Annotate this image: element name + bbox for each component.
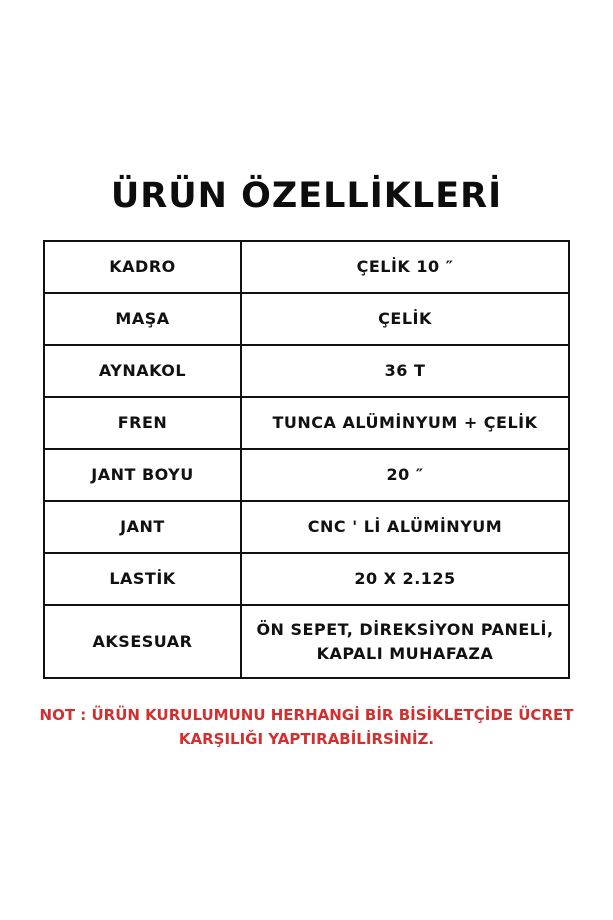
table-row [44,241,569,293]
spec-value: ÇELİK 10 ″ [241,241,569,293]
note-line: NOT : ÜRÜN KURULUMUNU HERHANGİ BİR BİSİKLETÇİDE ÜCRET [39,706,574,724]
spec-value: 36 T [241,345,569,397]
spec-table [43,240,570,679]
table-row [44,605,569,678]
table-row [44,501,569,553]
note-line: KARŞILIĞI YAPTIRABİLİRSİNİZ. [178,730,435,748]
spec-label: LASTİK [44,553,241,605]
spec-value: TUNCA ALÜMİNYUM + ÇELİK [241,397,569,449]
spec-label: KADRO [44,241,241,293]
spec-label: AKSESUAR [44,605,241,678]
spec-value: CNC ' Lİ ALÜMİNYUM [241,501,569,553]
table-row [44,397,569,449]
spec-value-line: KAPALI MUHAFAZA [316,643,494,663]
spec-label: MAŞA [44,293,241,345]
spec-value: 20 X 2.125 [241,553,569,605]
table-row [44,553,569,605]
spec-label: AYNAKOL [44,345,241,397]
spec-value-line: ÖN SEPET, DİREKSİYON PANELİ, [256,619,554,639]
spec-value: ÇELİK [241,293,569,345]
spec-value [241,605,569,678]
page-title: ÜRÜN ÖZELLİKLERİ [110,176,503,216]
spec-value: 20 ″ [241,449,569,501]
table-row [44,449,569,501]
table-row [44,345,569,397]
spec-label: FREN [44,397,241,449]
spec-label: JANT BOYU [44,449,241,501]
spec-label: JANT [44,501,241,553]
table-row [44,293,569,345]
installation-note [20,703,593,751]
